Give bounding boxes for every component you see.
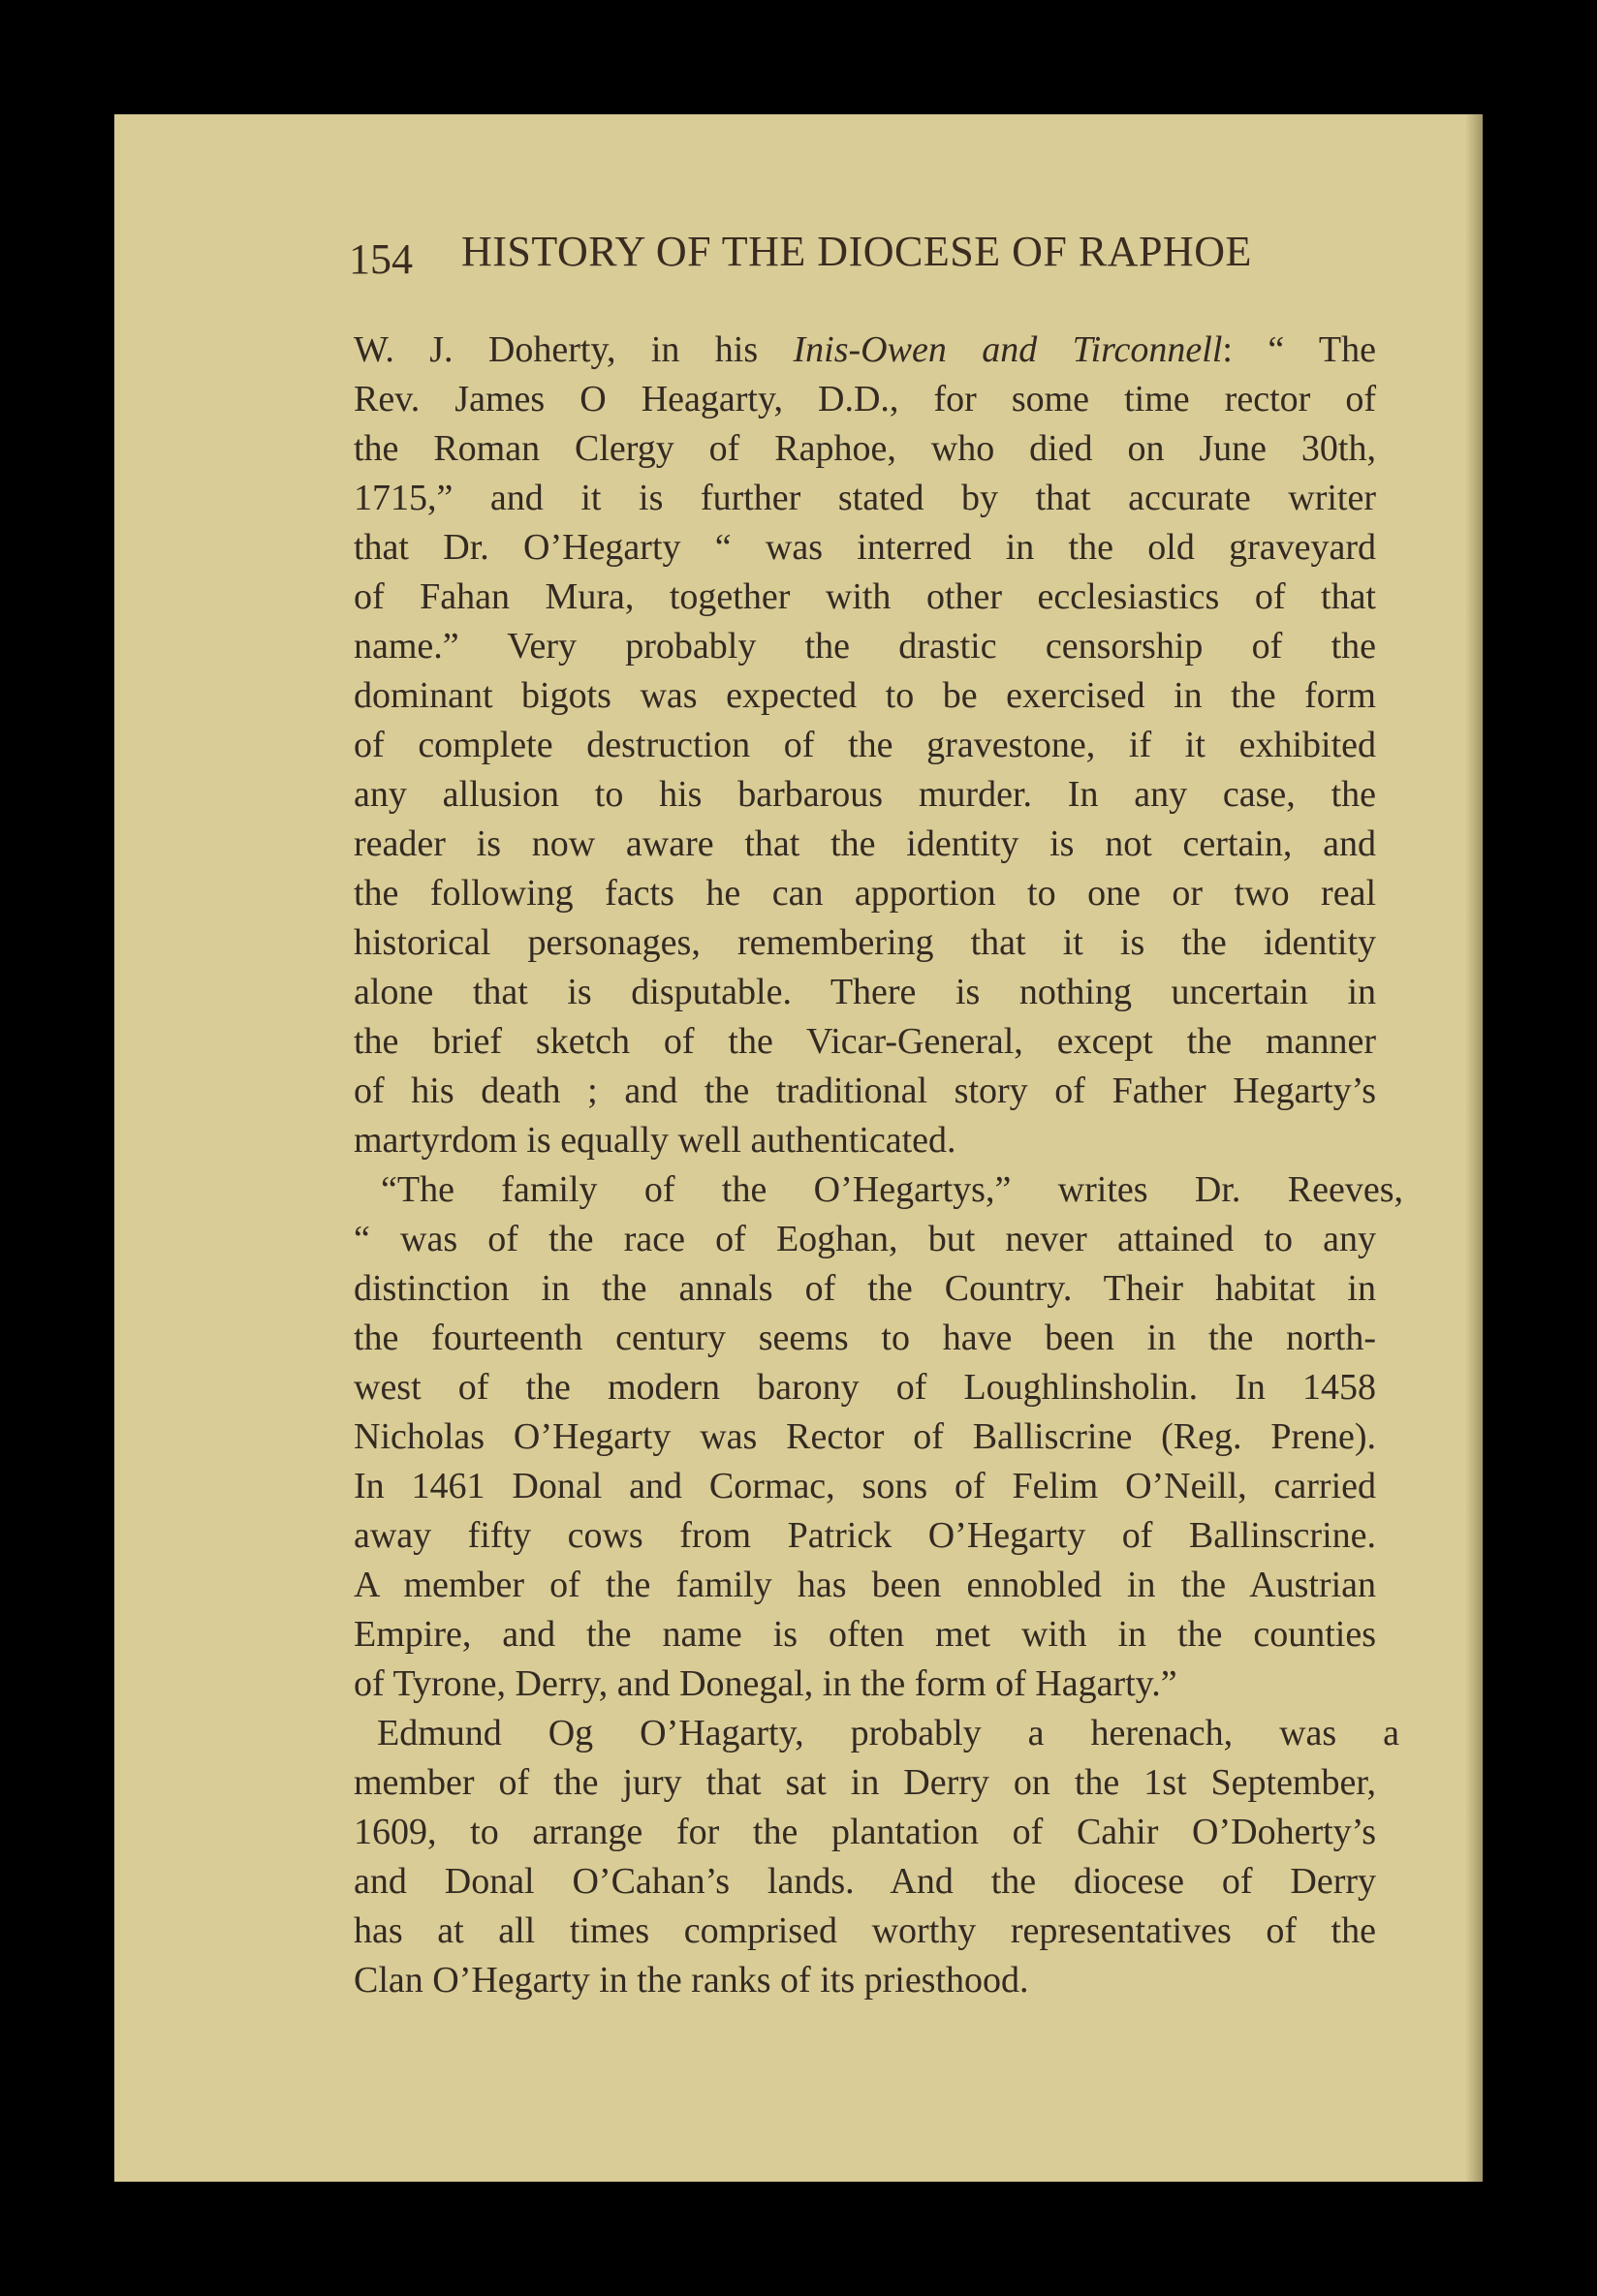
text-line: name.” Very probably the drastic censorship of the	[354, 626, 1376, 667]
text-line: has at all times comprised worthy representatives of the	[354, 1910, 1376, 1951]
text-line: “The family of the O’Hegartys,” writes Dr. Reeves,	[381, 1169, 1403, 1210]
text-line: member of the jury that sat in Derry on the 1st September,	[354, 1762, 1376, 1803]
text-line: of Fahan Mura, together with other ecclesiastics of that	[354, 576, 1376, 617]
book-title-italic: Inis-Owen and Tirconnell	[793, 329, 1223, 370]
text-line: the following facts he can apportion to one or two real	[354, 873, 1376, 914]
text-line: west of the modern barony of Loughlinsholin. In 1458	[354, 1367, 1376, 1408]
text-line: historical personages, remembering that it is the identity	[354, 922, 1376, 963]
text-line: Rev. James O Heagarty, D.D., for some time rector of	[354, 379, 1376, 419]
text-line: “ was of the race of Eoghan, but never attained to any	[354, 1219, 1376, 1259]
line-1-after: : “ The	[1222, 329, 1376, 370]
text-line: A member of the family has been ennobled in the Austrian	[354, 1565, 1376, 1605]
text-line: alone that is disputable. There is nothing uncertain in	[354, 972, 1376, 1012]
text-line: the Roman Clergy of Raphoe, who died on June 30th,	[354, 428, 1376, 469]
text-line: Nicholas O’Hegarty was Rector of Balliscrine (Reg. Prene).	[354, 1416, 1376, 1457]
line-1-before: W. J. Doherty, in his	[354, 329, 794, 370]
text-line: martyrdom is equally well authenticated.	[354, 1120, 956, 1161]
text-line: reader is now aware that the identity is not certain, and	[354, 823, 1376, 864]
page-header	[349, 227, 1483, 285]
text-line: away fifty cows from Patrick O’Hegarty of Ballinscrine.	[354, 1515, 1376, 1556]
text-line: Empire, and the name is often met with in the counties	[354, 1614, 1376, 1655]
text-line: and Donal O’Cahan’s lands. And the diocese of Derry	[354, 1861, 1376, 1902]
text-line: In 1461 Donal and Cormac, sons of Felim O’Neill, carried	[354, 1466, 1376, 1506]
text-line: Clan O’Hegarty in the ranks of its priesthood.	[354, 1960, 1029, 2001]
text-line: 1609, to arrange for the plantation of Cahir O’Doherty’s	[354, 1812, 1376, 1852]
text-line: the brief sketch of the Vicar-General, except the manner	[354, 1021, 1376, 1062]
page-number: 154	[349, 235, 413, 283]
running-head: HISTORY OF THE DIOCESE OF RAPHOE	[461, 228, 1252, 275]
text-line: of complete destruction of the gravestone, if it exhibited	[354, 725, 1376, 765]
text-line: dominant bigots was expected to be exercised in the form	[354, 675, 1376, 716]
text-line: that Dr. O’Hegarty “ was interred in the old graveyard	[354, 527, 1376, 568]
text-line: the fourteenth century seems to have been in the north-	[354, 1318, 1376, 1358]
text-line: of his death ; and the traditional story of Father Hegarty’s	[354, 1070, 1376, 1111]
text-line: distinction in the annals of the Country. Their habitat in	[354, 1268, 1376, 1309]
body-text	[354, 326, 1403, 2005]
text-line: of Tyrone, Derry, and Donegal, in the form of Hagarty.”	[354, 1663, 1177, 1704]
text-line: Edmund Og O’Hagarty, probably a herenach, was a	[377, 1713, 1399, 1753]
text-line: any allusion to his barbarous murder. In any case, the	[354, 774, 1376, 815]
text-line-1	[354, 326, 1376, 375]
text-line: 1715,” and it is further stated by that accurate writer	[354, 478, 1376, 518]
